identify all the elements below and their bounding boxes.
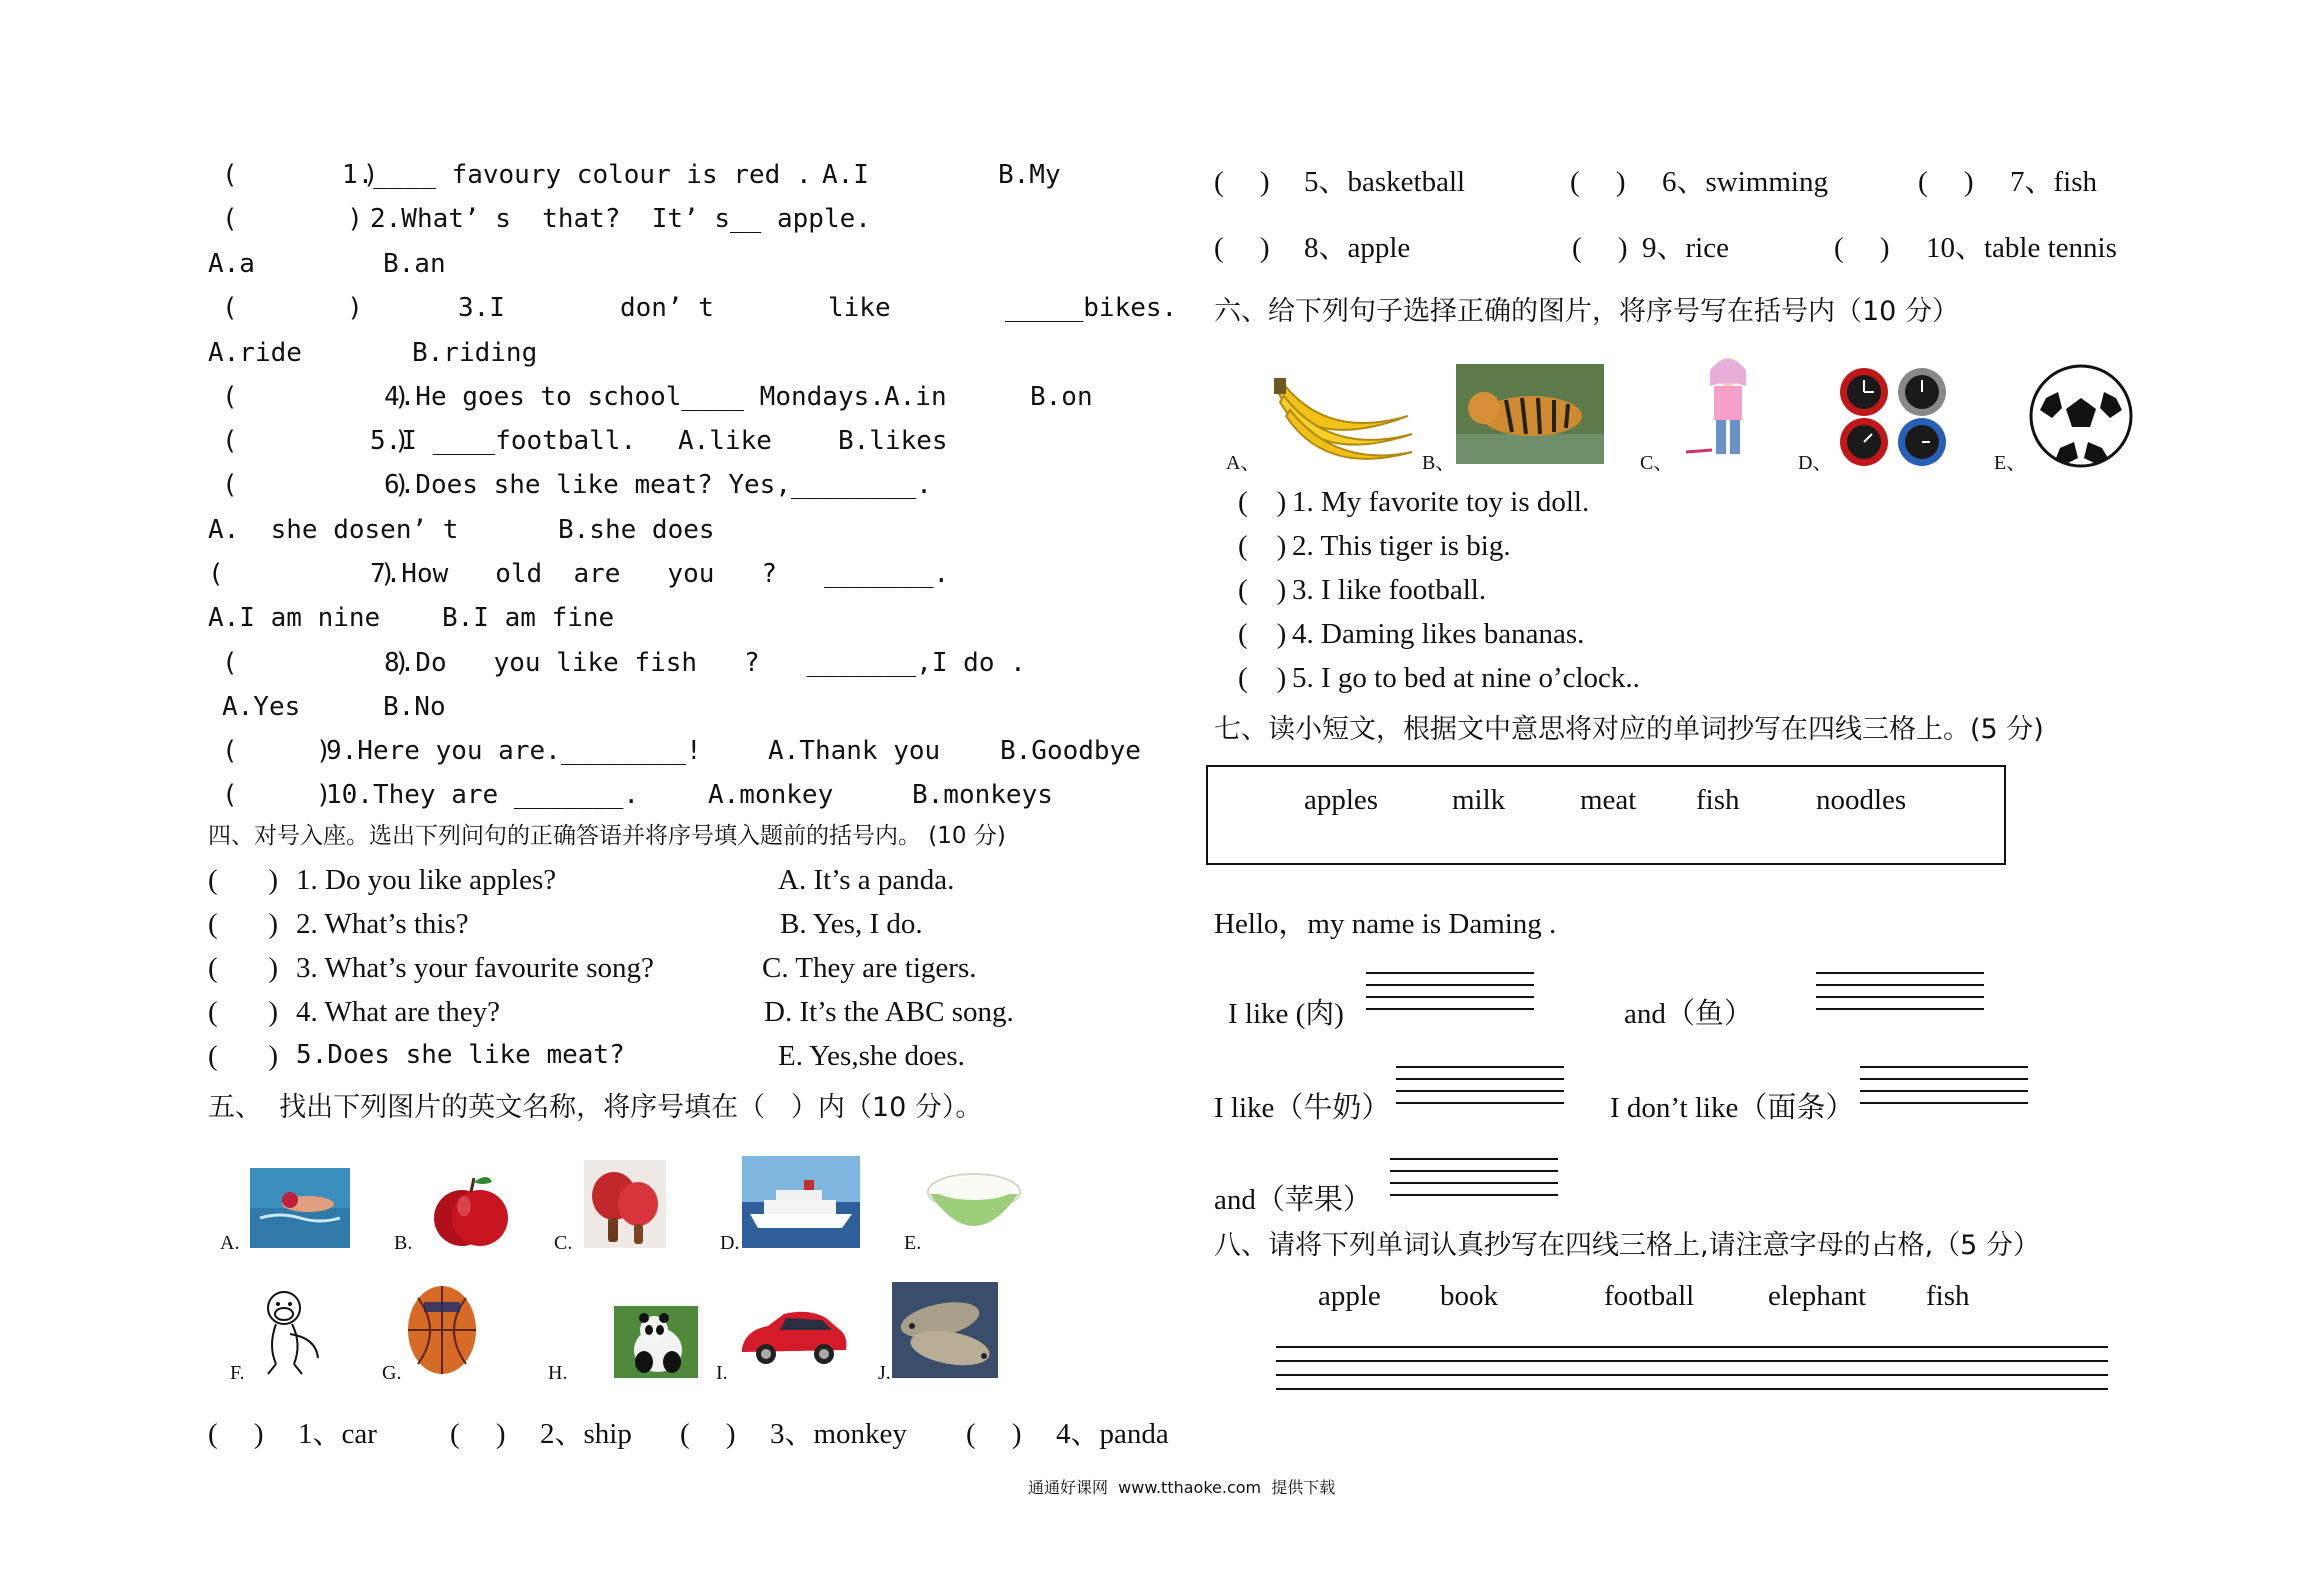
q1-stem: 1.____ favoury colour is red . [342, 160, 812, 190]
q3-paren[interactable]: ( ) [222, 293, 363, 323]
p6-q3: 3. I like football. [1292, 574, 1487, 606]
p4-q3-paren[interactable]: ( ) [208, 952, 279, 984]
q9-option-a: A.Thank you [768, 736, 941, 766]
p5-word-fish: 7、fish [2010, 166, 2098, 198]
part8-title: 八、请将下列单词认真抄写在四线三格上,请注意字母的占格,（5 分） [1214, 1230, 2040, 1261]
football-picture [2026, 364, 2136, 468]
p7-and-apple: and（苹果） [1214, 1184, 1372, 1216]
p6-q4: 4. Daming likes bananas. [1292, 618, 1585, 650]
p4-q2-paren[interactable]: ( ) [208, 908, 279, 940]
q3-option-b: B.riding [412, 338, 538, 368]
q5-paren[interactable]: ( ) [222, 426, 410, 456]
p5-label-f: F. [230, 1362, 245, 1384]
doll-picture [1682, 352, 1778, 468]
q1-option-b: B.My [998, 160, 1061, 190]
p5-word-monkey: 3、monkey [770, 1418, 907, 1450]
p4-q1: 1. Do you like apples? [296, 864, 557, 896]
p5-label-j: J. [878, 1362, 891, 1384]
car-picture [736, 1296, 850, 1374]
footer-source: 通通好课网 www.tthaoke.com 提供下载 [1028, 1478, 1336, 1497]
q5-stem: 5.I ____football. [370, 426, 637, 456]
q3-word-2: don’ t [620, 293, 714, 323]
p6-q4-paren[interactable]: ( ) [1238, 618, 1287, 650]
q2-stem: 2.What’ s that? It’ s__ apple. [370, 204, 871, 234]
p4-q4: 4. What are they? [296, 996, 500, 1028]
p6-q3-paren[interactable]: ( ) [1238, 574, 1287, 606]
q10-option-a: A.monkey [708, 780, 834, 810]
p7-word-milk: milk [1452, 784, 1506, 816]
p8-word-fish: fish [1926, 1280, 1970, 1312]
apple-picture [424, 1168, 516, 1252]
p5-w5-paren[interactable]: ( ) [1214, 166, 1270, 198]
p5-w6-paren[interactable]: ( ) [1570, 166, 1626, 198]
q8-option-a: A.Yes [222, 692, 301, 722]
p7-word-apples: apples [1304, 784, 1379, 816]
q8-stem: 8.Do you like fish ? _______,I do . [384, 648, 1026, 678]
q8-paren[interactable]: ( ) [222, 648, 410, 678]
p4-q5: 5.Does she like meat? [296, 1040, 625, 1070]
p6-label-d: D、 [1798, 452, 1833, 474]
bananas-picture [1266, 368, 1418, 462]
p7-word-noodles: noodles [1816, 784, 1907, 816]
p6-q2: 2. This tiger is big. [1292, 530, 1511, 562]
p4-a3: C. They are tigers. [762, 952, 977, 984]
part5-title: 五、 找出下列图片的英文名称，将序号填在（ ）内（10 分）。 [208, 1092, 983, 1123]
p7-like-milk: I like（牛奶） [1214, 1092, 1391, 1124]
q7-paren[interactable]: ( ) [208, 559, 396, 589]
p6-label-b: B、 [1422, 452, 1456, 474]
p5-word-car: 1、car [298, 1418, 377, 1450]
p4-a4: D. It’s the ABC song. [764, 996, 1014, 1028]
p5-word-ship: 2、ship [540, 1418, 632, 1450]
p5-w10-paren[interactable]: ( ) [1834, 232, 1890, 264]
part6-title: 六、给下列句子选择正确的图片，将序号写在括号内（10 分） [1214, 296, 1959, 327]
rice-bowl-picture [924, 1158, 1024, 1244]
p6-label-e: E、 [1994, 452, 2027, 474]
p6-q5-paren[interactable]: ( ) [1238, 662, 1287, 694]
p5-label-i: I. [716, 1362, 728, 1384]
p7-word-fish: fish [1696, 784, 1740, 816]
q5-option-b: B.likes [838, 426, 948, 456]
p5-word-panda: 4、panda [1056, 1418, 1169, 1450]
q2-paren[interactable]: ( ) [222, 204, 363, 234]
q6-option-a: A. she dosen’ t [208, 515, 459, 545]
p8-word-apple: apple [1318, 1280, 1381, 1312]
panda-picture [614, 1306, 698, 1378]
q8-option-b: B.No [383, 692, 446, 722]
p5-label-a: A. [220, 1232, 240, 1254]
p7-like-meat: I like (肉) [1228, 998, 1344, 1030]
p5-w8-paren[interactable]: ( ) [1214, 232, 1270, 264]
p5-w2-paren[interactable]: ( ) [450, 1418, 506, 1450]
p6-q5: 5. I go to bed at nine o’clock.. [1292, 662, 1640, 694]
p4-a2: B. Yes, I do. [780, 908, 923, 940]
fish-picture [892, 1282, 998, 1378]
q4-option-a: A.in [884, 382, 947, 412]
p8-word-book: book [1440, 1280, 1498, 1312]
q5-option-a: A.like [678, 426, 772, 456]
p6-q1-paren[interactable]: ( ) [1238, 486, 1287, 518]
p5-label-d: D. [720, 1232, 740, 1254]
q1-paren[interactable]: ( ) [222, 160, 379, 190]
q7-option-b: B.I am fine [442, 603, 615, 633]
q6-option-b: B.she does [558, 515, 715, 545]
p5-label-b: B. [394, 1232, 413, 1254]
part7-title: 七、读小短文，根据文中意思将对应的单词抄写在四线三格上。(5 分) [1214, 714, 2044, 745]
p5-label-g: G. [382, 1362, 402, 1384]
p7-and-fish: and（鱼） [1624, 998, 1753, 1030]
q6-stem: 6.Does she like meat? Yes,________. [384, 470, 932, 500]
q4-paren[interactable]: ( ) [222, 382, 410, 412]
tiger-picture [1456, 364, 1604, 464]
p7-dont-like-noodles: I don’t like（面条） [1610, 1092, 1855, 1124]
monkey-picture [246, 1286, 332, 1378]
p6-label-c: C、 [1640, 452, 1674, 474]
q4-option-b: B.on [1030, 382, 1093, 412]
q2-option-a: A.a [208, 249, 255, 279]
p5-label-c: C. [554, 1232, 573, 1254]
p6-label-a: A、 [1226, 452, 1261, 474]
p5-label-e: E. [904, 1232, 922, 1254]
p5-word-rice: 9、rice [1642, 232, 1729, 264]
p4-q2: 2. What’s this? [296, 908, 469, 940]
table-tennis-picture [584, 1160, 666, 1248]
q10-option-b: B.monkeys [912, 780, 1053, 810]
p5-w3-paren[interactable]: ( ) [680, 1418, 736, 1450]
p5-word-swimming: 6、swimming [1662, 166, 1828, 198]
p6-q2-paren[interactable]: ( ) [1238, 530, 1287, 562]
p4-q5-paren[interactable]: ( ) [208, 1040, 279, 1072]
p5-w7-paren[interactable]: ( ) [1918, 166, 1974, 198]
q7-option-a: A.I am nine [208, 603, 381, 633]
p4-a5: E. Yes,she does. [778, 1040, 965, 1072]
p5-label-h: H. [548, 1362, 568, 1384]
ship-picture [742, 1156, 860, 1248]
q6-paren[interactable]: ( ) [222, 470, 410, 500]
q9-stem: 9.Here you are.________! [326, 736, 702, 766]
p8-word-football: football [1604, 1280, 1695, 1312]
q3-word-1: 3.I [458, 293, 505, 323]
q3-word-3: like [828, 293, 891, 323]
p4-q3: 3. What’s your favourite song? [296, 952, 654, 984]
q10-stem: 10.They are _______. [326, 780, 640, 810]
p5-w9-paren[interactable]: ( ) [1572, 232, 1628, 264]
p5-word-apple: 8、apple [1304, 232, 1411, 264]
p5-word-table-tennis: 10、table tennis [1926, 232, 2117, 264]
q3-word-4: _____bikes. [1005, 293, 1178, 323]
part4-title: 四、对号入座。选出下列问句的正确答语并将序号填入题前的括号内。 (10 分) [208, 823, 1006, 849]
q4-stem: 4.He goes to school____ Mondays. [384, 382, 885, 412]
p7-intro: Hello，my name is Daming . [1214, 908, 1557, 940]
basketball-picture [406, 1284, 478, 1376]
clocks-picture [1836, 366, 1952, 468]
p6-q1: 1. My favorite toy is doll. [1292, 486, 1590, 518]
p4-q1-paren[interactable]: ( ) [208, 864, 279, 896]
p4-q4-paren[interactable]: ( ) [208, 996, 279, 1028]
q7-stem: 7.How old are you ? _______. [370, 559, 950, 589]
swimmer-picture [250, 1168, 350, 1248]
q1-option-a: A.I [822, 160, 869, 190]
p5-word-basketball: 5、basketball [1304, 166, 1466, 198]
p7-word-meat: meat [1580, 784, 1637, 816]
p4-a1: A. It’s a panda. [778, 864, 955, 896]
q9-option-b: B.Goodbye [1000, 736, 1141, 766]
q9-paren[interactable]: ( ) [222, 736, 332, 766]
q10-paren[interactable]: ( ) [222, 780, 332, 810]
p5-w4-paren[interactable]: ( ) [966, 1418, 1022, 1450]
q2-option-b: B.an [383, 249, 446, 279]
p5-w1-paren[interactable]: ( ) [208, 1418, 264, 1450]
q3-option-a: A.ride [208, 338, 302, 368]
p8-word-elephant: elephant [1768, 1280, 1867, 1312]
